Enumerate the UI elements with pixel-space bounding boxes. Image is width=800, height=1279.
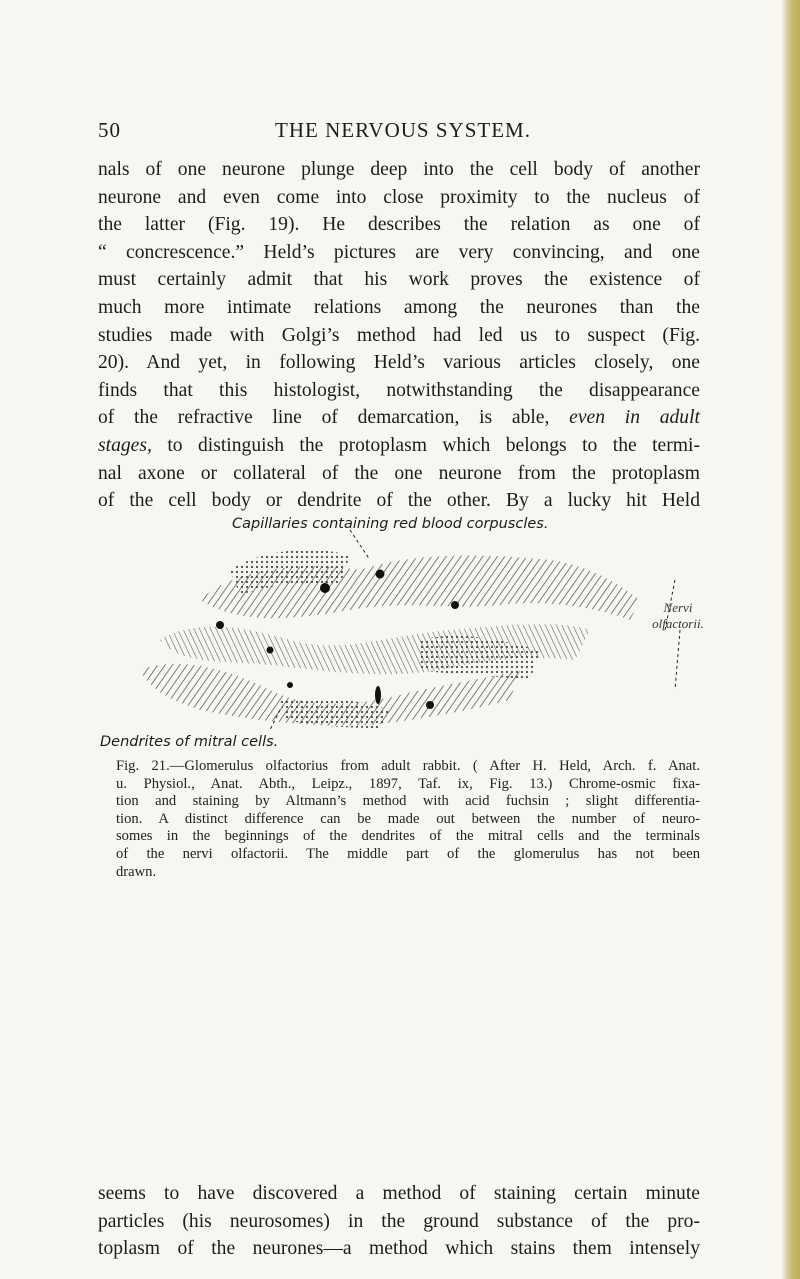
paragraph-2 bbox=[98, 1180, 700, 1263]
page-edge bbox=[782, 0, 800, 1279]
figure-label-capillaries: Capillaries containing red blood corpuscles. bbox=[232, 516, 549, 532]
page-header bbox=[98, 118, 708, 146]
caption-line: Fig. 21.—Glomerulus olfactorius from adult rabbit. ( After H. Held, Arch. f. Anat. bbox=[116, 758, 700, 774]
text-line-with-italic bbox=[98, 432, 700, 460]
text-line-with-italic bbox=[98, 404, 700, 432]
text-line: neurone and even come into close proximity to the nucleus of bbox=[98, 186, 700, 208]
figure-label-nervi-line1: Nervi bbox=[663, 600, 693, 615]
caption-line: tion. A distinct difference can be made out between the number of neuro- bbox=[116, 810, 700, 827]
text-line: nals of one neurone plunge deep into the cell body of another bbox=[98, 159, 700, 180]
italic-phrase: stages, bbox=[98, 434, 152, 456]
figure-label-dendrites: Dendrites of mitral cells. bbox=[100, 734, 279, 750]
caption-line: somes in the beginnings of the dendrites of the mitral cells and the terminals bbox=[116, 828, 700, 845]
text-line: nal axone or collateral of the one neurone from the protoplasm bbox=[98, 462, 700, 484]
italic-phrase: even in adult bbox=[569, 407, 700, 429]
caption-line: of the nervi olfactorii. The middle part of the glomerulus has not been bbox=[116, 845, 700, 862]
text-line: 20). And yet, in following Held’s various articles closely, one bbox=[98, 352, 700, 374]
caption-line: drawn. bbox=[116, 863, 157, 880]
text-line: finds that this histologist, notwithstanding the disappearance bbox=[98, 379, 700, 401]
page-number: 50 bbox=[98, 118, 121, 142]
figure-label-nervi bbox=[638, 600, 718, 632]
paragraph-1 bbox=[98, 156, 700, 515]
figure-label-nervi-line2: olfactorii. bbox=[652, 616, 704, 631]
text-line: particles (his neurosomes) in the ground substance of the pro- bbox=[98, 1210, 700, 1232]
caption-line: tion and staining by Altmann’s method with acid fuchsin ; slight differentia- bbox=[116, 793, 700, 810]
text-line: toplasm of the neurones—a method which stains them intensely bbox=[98, 1238, 700, 1260]
glomerulus-illustration bbox=[120, 530, 700, 730]
text-segment: to distinguish the protoplasm which belongs to the termi- bbox=[167, 434, 700, 456]
text-segment: of the refractive line of demarcation, is able, bbox=[98, 407, 550, 429]
running-head: THE NERVOUS SYSTEM. bbox=[275, 118, 531, 142]
text-line: much more intimate relations among the neurones than the bbox=[98, 296, 700, 318]
figure-caption bbox=[98, 758, 700, 881]
text-line: the latter (Fig. 19). He describes the relation as one of bbox=[98, 214, 700, 236]
text-line: seems to have discovered a method of staining certain minute bbox=[98, 1183, 700, 1204]
text-line: studies made with Golgi’s method had led us to suspect (Fig. bbox=[98, 324, 700, 346]
text-line: must certainly admit that his work proves the existence of bbox=[98, 269, 700, 291]
text-line: “ concrescence.” Held’s pictures are very convincing, and one bbox=[98, 241, 700, 263]
caption-line: u. Physiol., Anat. Abth., Leipz., 1897, Taf. ix, Fig. 13.) Chrome-osmic fixa- bbox=[116, 775, 700, 792]
text-line: of the cell body or dendrite of the other. By a lucky hit Held bbox=[98, 490, 700, 512]
